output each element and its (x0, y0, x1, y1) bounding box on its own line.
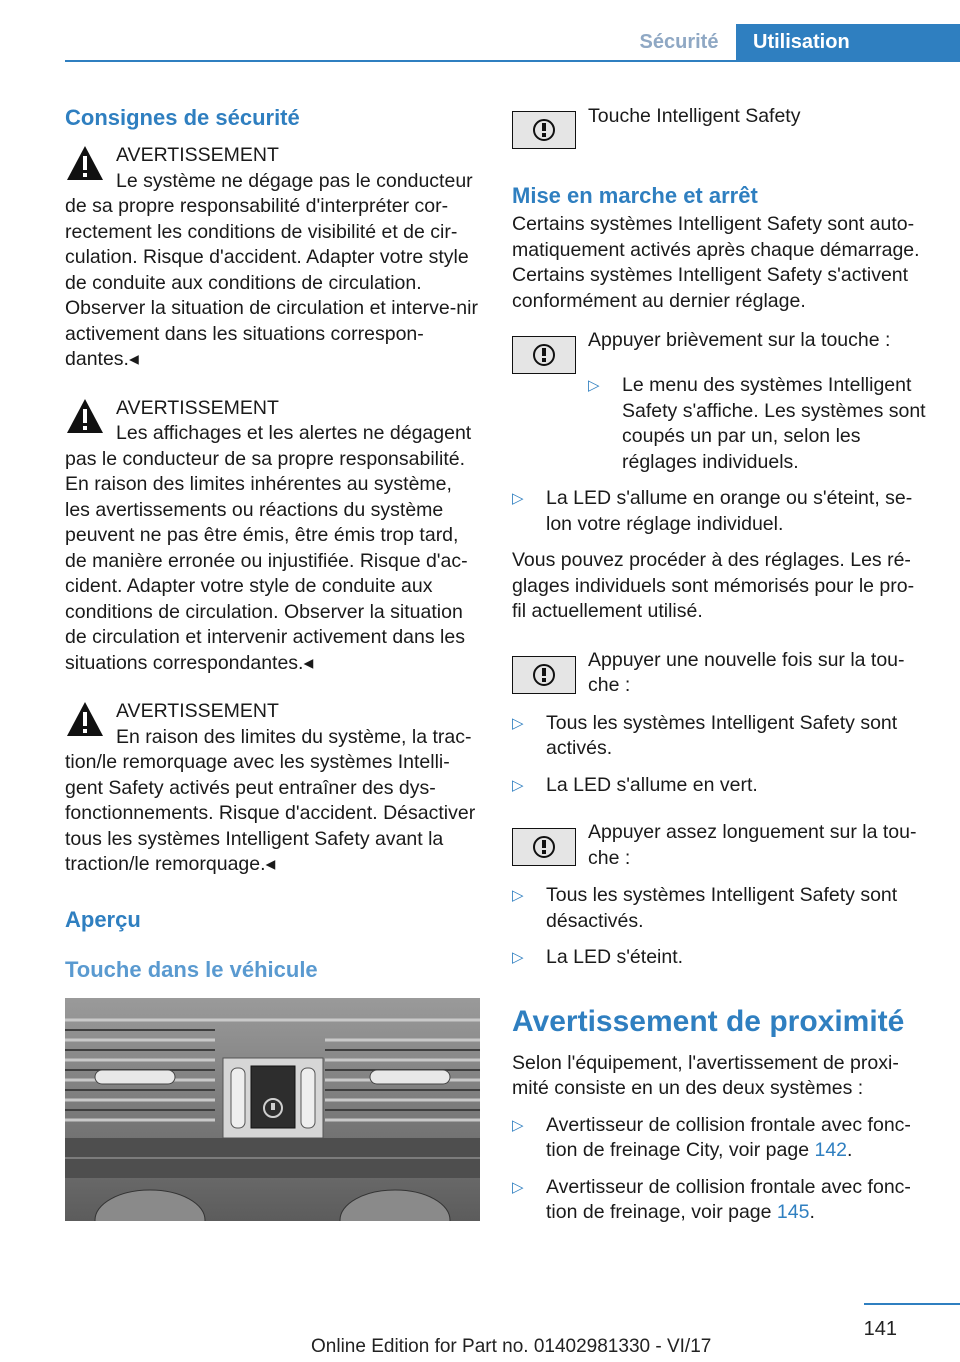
short-press-list (512, 373, 927, 475)
warning-icon (65, 396, 105, 436)
triangle-right-icon: ▷ (512, 887, 524, 904)
on-off-text: Certains systèmes Intelligent Safety sont auto-matiquement activés après chaque démarrage. Certains systèmes Intelligent Safety s'activent conformément au dernier réglage. (512, 213, 920, 312)
list-item (512, 1113, 927, 1164)
list-item-text: La LED s'allume en orange ou s'éteint, se-lon votre réglage individuel. (546, 487, 913, 535)
list-item (512, 1175, 927, 1226)
right-column (512, 100, 927, 1226)
short-press-row (512, 328, 927, 368)
overview-heading: Aperçu (65, 906, 141, 932)
list-item-text: Avertisseur de collision frontale avec fonc-tion de freinage City, voir page 142. (546, 1113, 911, 1161)
triangle-right-icon: ▷ (512, 776, 524, 794)
button-in-vehicle-heading: Touche dans le véhicule (65, 956, 318, 982)
warning-block-2 (65, 396, 480, 677)
console-illustration (65, 998, 480, 1221)
again-press-row (512, 648, 927, 699)
list-item (512, 773, 927, 799)
left-column (65, 100, 480, 984)
triangle-right-icon: ▷ (512, 490, 524, 507)
warning-lead: Les affichages et les alertes ne dégagent (116, 422, 472, 444)
warning-body: pas le conducteur de sa propre responsabilité. En raison des limites inhérentes au système, les avertissements ou réactions du système peuvent ne pas être émis, être émis trop tard, de manière erronée ou injustifiée. Risque d'ac-cident. Adapter votre style de conduite aux conditions de circulation. Observer la situation de circulation et intervenir activement dans les situations correspondantes.◂ (65, 447, 468, 674)
list-item (588, 373, 927, 475)
proximity-text: Selon l'équipement, l'avertissement de proxi-mité consiste en un des deux systèmes : (512, 1051, 899, 1099)
long-press-instruction: Appuyer assez longuement sur la tou-che : (588, 821, 917, 869)
short-press-instruction: Appuyer brièvement sur la touche : (588, 329, 891, 351)
triangle-right-icon: ▷ (588, 377, 600, 394)
list-item-text: Tous les systèmes Intelligent Safety sont désactivés. (546, 884, 898, 932)
vehicle-console-photo (65, 998, 480, 1221)
key-caption: Touche Intelligent Safety (588, 105, 801, 127)
page-number: 141 (863, 1318, 897, 1340)
warning-block-3 (65, 699, 480, 878)
tab-utilisation[interactable]: Utilisation (736, 24, 960, 60)
triangle-right-icon: ▷ (512, 1116, 524, 1134)
list-item (512, 711, 927, 762)
list-item (512, 883, 927, 934)
safety-heading: Consignes de sécurité (65, 105, 300, 130)
warning-title: AVERTISSEMENT (116, 396, 279, 419)
proximity-heading: Avertissement de proximité (512, 1004, 905, 1038)
warning-title: AVERTISSEMENT (116, 700, 279, 722)
warning-body: de sa propre responsabilité d'interpréter cor-rectement les conditions de visibilité et de cir-culation. Risque d'accident. Adapter votre style de conduite aux conditions de circulation. Observer la situation de circulation et interve-nir activement dans les situations correspon-dantes.◂ (65, 195, 478, 370)
settings-text: Vous pouvez procéder à des réglages. Les ré-glages individuels sont mémorisés pour le pro-fil actuellement utilisé. (512, 549, 915, 622)
tab-securite[interactable]: Sécurité (622, 24, 736, 60)
page-link[interactable]: 142 (814, 1139, 848, 1161)
triangle-right-icon: ▷ (512, 714, 524, 732)
warning-body: tion/le remorquage avec les systèmes Intelli-gent Safety activés peut entraîner des dys-fonctionnements. Risque d'accident. Désactiver tous les systèmes Intelligent Safety avant la traction/le remorquage.◂ (65, 751, 476, 875)
warning-icon (65, 143, 105, 183)
list-item-text: Le menu des systèmes Intelligent Safety s'affiche. Les systèmes sont coupés un par un, selon les réglages individuels. (622, 374, 926, 473)
list-item (512, 486, 927, 537)
list-item (512, 945, 927, 971)
triangle-right-icon: ▷ (512, 949, 524, 966)
warning-title: AVERTISSEMENT (116, 144, 279, 166)
list-item-text: La LED s'éteint. (546, 946, 684, 968)
again-press-instruction: Appuyer une nouvelle fois sur la tou-che : (588, 648, 905, 696)
page-link[interactable]: 145 (776, 1201, 810, 1223)
header-rule (65, 60, 960, 62)
warning-block-1 (65, 143, 480, 373)
warning-icon (65, 699, 105, 739)
on-off-heading: Mise en marche et arrêt (512, 183, 758, 208)
warning-lead: En raison des limites du système, la trac- (116, 725, 472, 748)
intelligent-safety-key-icon (512, 336, 576, 374)
list-item-text: La LED s'allume en vert. (546, 773, 758, 796)
footer-rule (864, 1303, 960, 1305)
triangle-right-icon: ▷ (512, 1178, 524, 1196)
intelligent-safety-key-icon (512, 656, 576, 694)
warning-lead: Le système ne dégage pas le conducteur (116, 169, 473, 192)
intelligent-safety-key-icon (512, 828, 576, 866)
list-item-text: Avertisseur de collision frontale avec fonc-tion de freinage, voir page 145. (546, 1175, 911, 1223)
intelligent-safety-key-icon (512, 111, 576, 149)
edition-footer: Online Edition for Part no. 01402981330 - VI/17 (311, 1336, 712, 1357)
key-caption-row (512, 104, 927, 144)
long-press-row (512, 820, 927, 871)
list-item-text: Tous les systèmes Intelligent Safety sont activés. (546, 711, 898, 759)
